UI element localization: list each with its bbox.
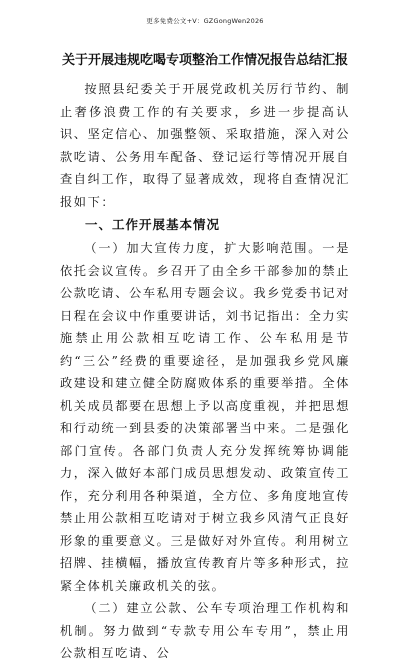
document-title: 关于开展违规吃喝专项整治工作情况报告总结汇报 (61, 53, 348, 68)
section-paragraph-1: （一）加大宣传力度，扩大影响范围。一是依托会议宣传。乡召开了由全乡干部参加的禁止公款吃请、公车私用专题会议。我乡党委书记对日程在会议中作重要讲话，刘书记指出：全力实施禁止用公款相互吃请工作、公车私用是节约“三公”经费的重要途径，是加强我乡党风廉政建设和建立健全防腐败体系的重要举措。全体机关成员都要在思想上予以高度重视，并把思想和行动统一到县委的决策部署当中来。二是强化部门宣传。各部门负责人充分发挥统筹协调能力，深入做好本部门成员思想发动、政策宣传工作，充分利用各种渠道，全方位、多角度地宣传禁止用公款相互吃请对于树立我乡风清气正良好形象的重要意义。三是做好对外宣传。利用树立招牌、挂横幅，播放宣传教育片等多种形式，拉紧全体机关廉政机关的弦。 (60, 241, 350, 593)
header-watermark: 更多免费公文+V：GZGongWen2026 (146, 17, 264, 25)
section-paragraph-2: （二）建立公款、公车专项治理工作机构和机制。努力做到“专款专用公车专用”，禁止用公款相互吃请、公 (60, 601, 350, 660)
section-heading: 一、工作开展基本情况 (85, 217, 221, 232)
intro-paragraph: 按照县纪委关于开展党政机关厉行节约、制止奢侈浪费工作的有关要求，乡进一步提高认识、坚定信心、加强整领、采取措施，深入对公款吃请、公务用车配备、登记运行等情况开展自查自纠工作，取得了显著成效，现将自查情况汇报如下： (60, 82, 350, 209)
